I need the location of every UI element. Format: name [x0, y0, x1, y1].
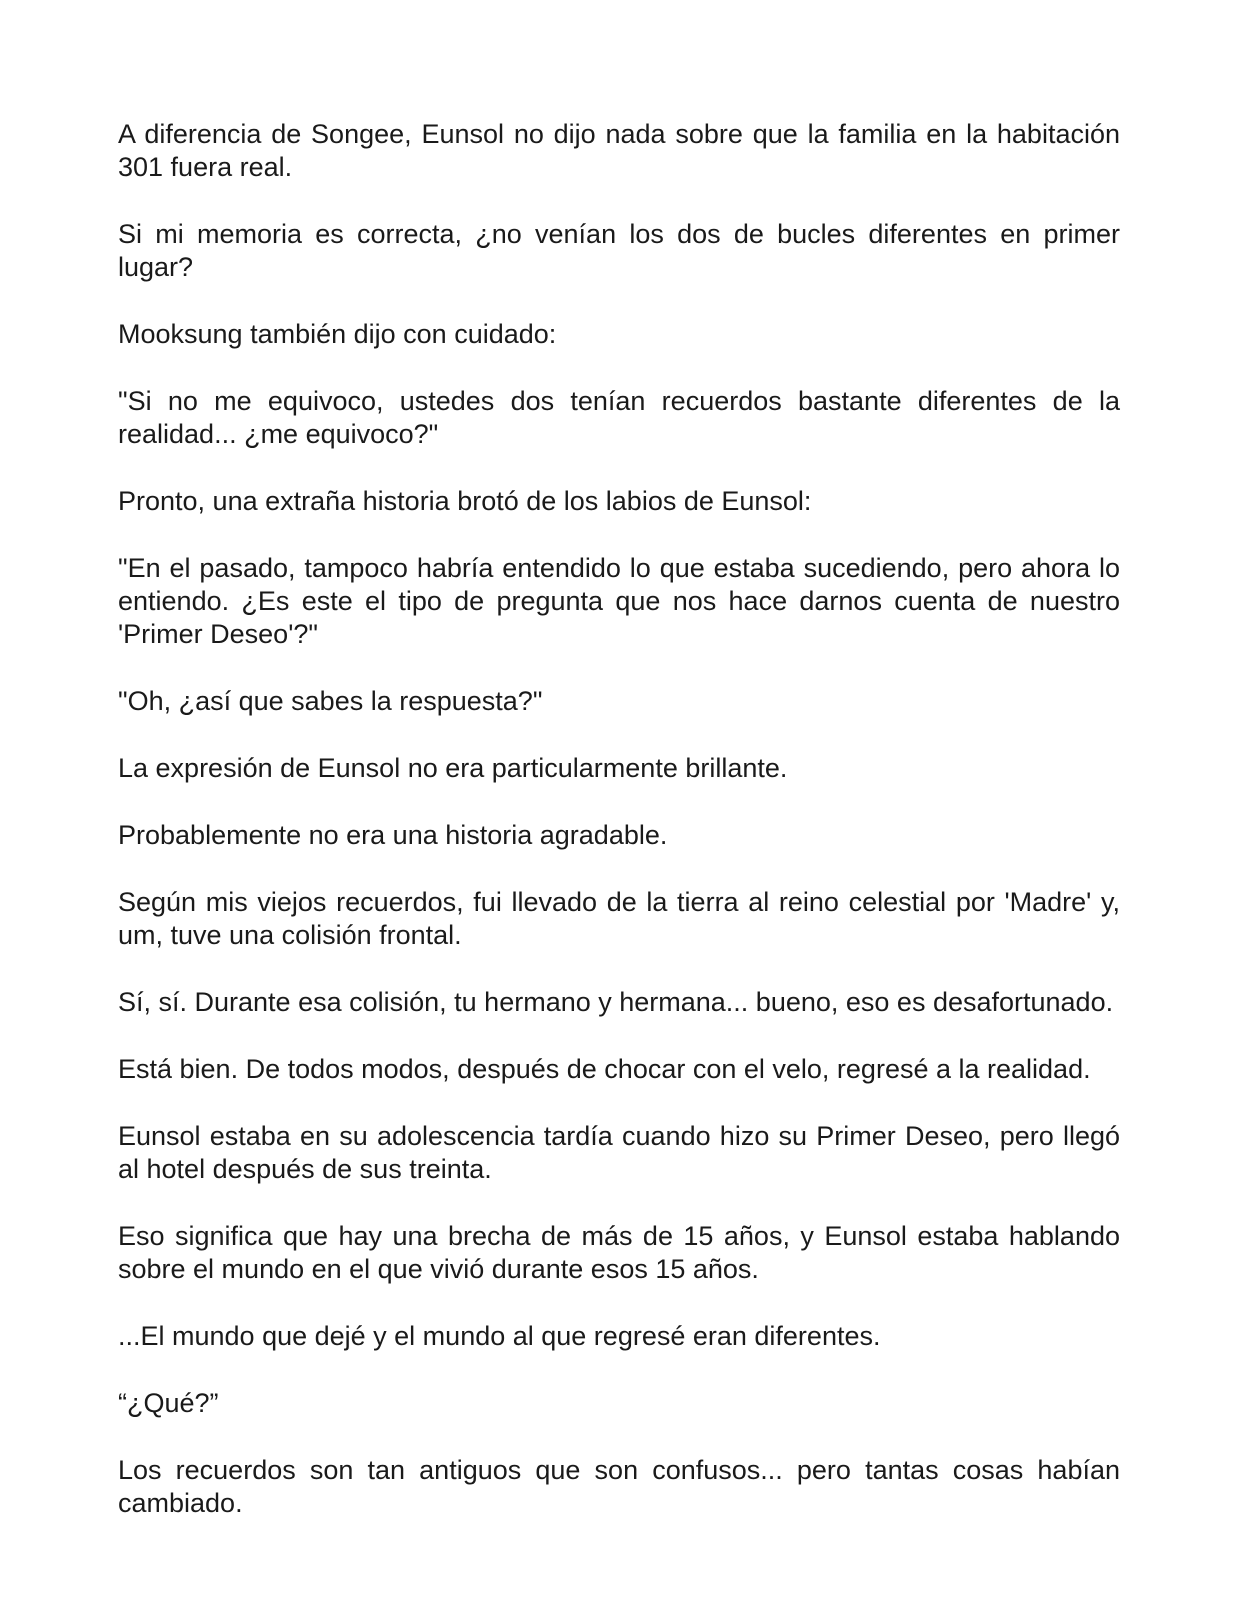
paragraph: Probablemente no era una historia agradable.	[118, 820, 668, 850]
paragraph: A diferencia de Songee, Eunsol no dijo nada sobre que la familia en la habitación 301 fuera real.	[118, 119, 1120, 182]
paragraph: “¿Qué?”	[118, 1388, 219, 1418]
paragraph: ...El mundo que dejé y el mundo al que regresé eran diferentes.	[118, 1321, 881, 1351]
paragraph: La expresión de Eunsol no era particularmente brillante.	[118, 753, 788, 783]
paragraph: Eunsol estaba en su adolescencia tardía cuando hizo su Primer Deseo, pero llegó al hotel después de sus treinta.	[118, 1121, 1120, 1184]
paragraph: Según mis viejos recuerdos, fui llevado de la tierra al reino celestial por 'Madre' y, um, tuve una colisión frontal.	[118, 887, 1120, 950]
document-page	[118, 118, 1120, 1554]
paragraph: Pronto, una extraña historia brotó de los labios de Eunsol:	[118, 486, 812, 516]
paragraph: Sí, sí. Durante esa colisión, tu hermano y hermana... bueno, eso es desafortunado.	[118, 987, 1114, 1017]
paragraph: Los recuerdos son tan antiguos que son confusos... pero tantas cosas habían cambiado.	[118, 1455, 1120, 1518]
paragraph: Está bien. De todos modos, después de chocar con el velo, regresé a la realidad.	[118, 1054, 1091, 1084]
paragraph: Mooksung también dijo con cuidado:	[118, 319, 557, 349]
paragraph: Si mi memoria es correcta, ¿no venían los dos de bucles diferentes en primer lugar?	[118, 219, 1120, 282]
paragraph: "Si no me equivoco, ustedes dos tenían recuerdos bastante diferentes de la realidad... ¿me equivoco?"	[118, 386, 1120, 449]
paragraph: "Oh, ¿así que sabes la respuesta?"	[118, 686, 543, 716]
paragraph: Eso significa que hay una brecha de más de 15 años, y Eunsol estaba hablando sobre el mundo en el que vivió durante esos 15 años.	[118, 1221, 1120, 1284]
paragraph: "En el pasado, tampoco habría entendido lo que estaba sucediendo, pero ahora lo entiendo. ¿Es este el tipo de pregunta que nos hace darnos cuenta de nuestro 'Primer Deseo'?"	[118, 553, 1120, 649]
